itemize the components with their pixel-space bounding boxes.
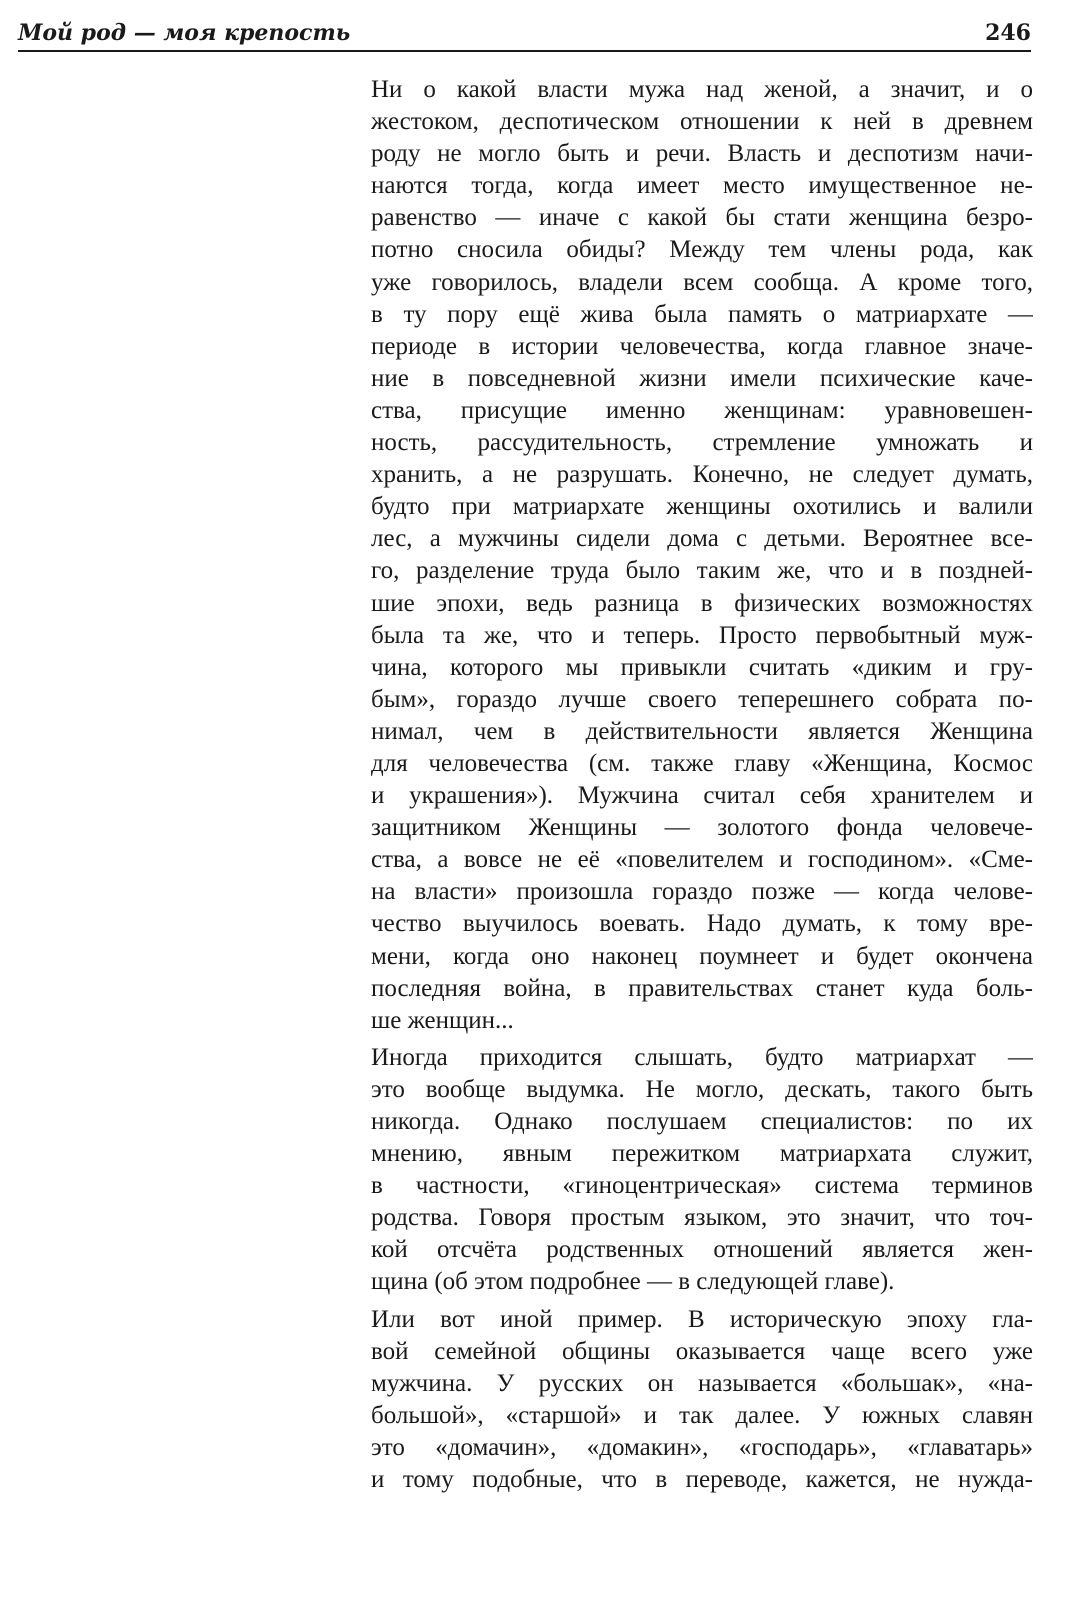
text-line: это вообще выдумка. Не могло, дескать, такого быть [371,1075,1033,1103]
text-line: роду не могло быть и речи. Власть и деспотизм начи- [371,140,1033,168]
text-line: мнению, явным пережитком матриархата служит, [371,1140,1033,1168]
text-line: жестоком, деспотическом отношении к ней в древнем [371,108,1033,136]
text-line: и тому подобные, что в переводе, кажется, не нужда- [371,1466,1033,1494]
text-line: была та же, что и теперь. Просто первобытный муж- [371,621,1033,649]
text-line: в частности, «гиноцентрическая» система терминов [371,1172,1033,1200]
text-line: равенство — иначе с какой бы стати женщина безро- [371,204,1033,232]
paragraph-1 [335,74,1033,1037]
text-line: это «домачин», «домакин», «господарь», «главатарь» [371,1433,1033,1461]
text-line: последняя война, в правительствах станет куда боль- [371,974,1033,1002]
text-line: мужчина. У русских он называется «большак», «на- [371,1369,1033,1397]
text-line: уже говорилось, владели всем сообща. А кроме того, [371,268,1033,296]
text-line: на власти» произошла гораздо позже — когда челове- [371,878,1033,906]
paragraph-3 [335,1304,1033,1497]
text-line: для человечества (см. также главу «Женщина, Космос [371,749,1033,777]
text-column [335,74,1033,1496]
text-line: шие эпохи, ведь разница в физических возможностях [371,589,1033,617]
text-line: ства, а вовсе не её «повелителем и господином». «Сме- [371,846,1033,874]
text-line: Иногда приходится слышать, будто матриархат — [371,1043,1033,1071]
text-line: и украшения»). Мужчина считал себя хранителем и [371,782,1033,810]
text-line: щина (об этом подробнее — в следующей главе). [371,1268,895,1296]
text-line: будто при матриархате женщины охотились и валили [371,493,1033,521]
text-line: чина, которого мы привыкли считать «диким и гру- [371,653,1033,681]
text-line: нимал, чем в действительности является Женщина [371,717,1033,745]
text-line: наются тогда, когда имеет место имущественное не- [371,172,1033,200]
text-line: мени, когда оно наконец поумнеет и будет окончена [371,942,1033,970]
text-line: ние в повседневной жизни имели психические каче- [371,364,1033,392]
text-line: в ту пору ещё жива была память о матриархате — [371,300,1033,328]
text-line: хранить, а не разрушать. Конечно, не следует думать, [371,461,1033,489]
running-title: Мой род — моя крепость [18,20,351,46]
text-line: потно сносила обиды? Между тем члены рода, как [371,236,1033,264]
text-line: чество выучилось воевать. Надо думать, к тому вре- [371,910,1033,938]
text-line: ность, рассудительность, стремление умножать и [371,429,1033,457]
text-line: защитником Женщины — золотого фонда человече- [371,814,1033,842]
text-line: Ни о какой власти мужа над женой, а значит, и о [371,76,1033,103]
page-number: 246 [985,20,1031,46]
text-line: периоде в истории человечества, когда главное значе- [371,332,1033,360]
text-line: ства, присущие именно женщинам: уравновешен- [371,396,1033,424]
text-line: большой», «старшой» и так далее. У южных славян [371,1401,1033,1429]
text-line: вой семейной общины оказывается чаще всего уже [371,1337,1033,1365]
running-header [18,18,1031,52]
text-line: бым», гораздо лучше своего теперешнего собрата по- [371,685,1033,713]
text-line: ше женщин... [371,1006,514,1034]
text-line: Или вот иной пример. В историческую эпоху гла- [371,1305,1033,1333]
text-line: никогда. Однако послушаем специалистов: по их [371,1108,1033,1135]
paragraph-2 [335,1042,1033,1299]
text-line: родства. Говоря простым языком, это значит, что точ- [371,1204,1033,1232]
text-line: лес, а мужчины сидели дома с детьми. Вероятнее все- [371,525,1033,553]
text-line: кой отсчёта родственных отношений является жен- [371,1236,1033,1264]
text-line: го, разделение труда было таким же, что и в поздней- [371,557,1033,585]
